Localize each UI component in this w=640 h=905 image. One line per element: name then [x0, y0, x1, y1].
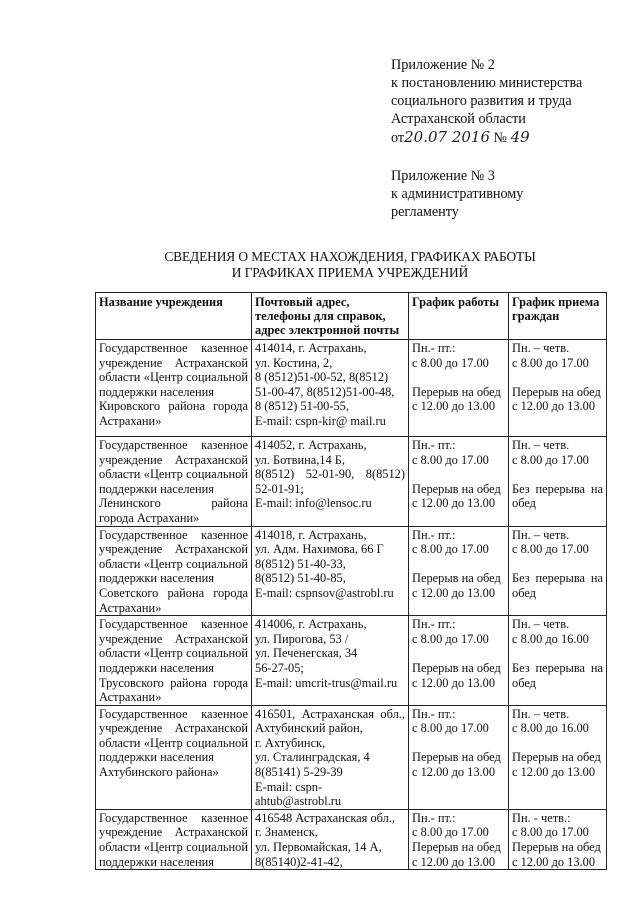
cell-reception-schedule [509, 526, 607, 616]
header-reception-line: График приема [512, 295, 600, 309]
table-header-row [96, 293, 607, 340]
table-row [96, 437, 607, 527]
table-row [96, 526, 607, 616]
cell-reception-schedule-line: Без перерыва на [512, 481, 603, 496]
cell-reception-schedule [509, 705, 607, 809]
heading-line-2: И ГРАФИКАХ ПРИЕМА УЧРЕЖДЕНИЙ [231, 265, 469, 280]
cell-work-schedule [409, 526, 509, 616]
attachment-2-line-3: Астраханской области [391, 111, 526, 127]
cell-institution-name [96, 809, 252, 869]
cell-work-schedule [409, 340, 509, 437]
cell-reception-schedule-line: Пн. – четв. [512, 527, 570, 542]
cell-work-schedule-line: Пн.- пт.: [412, 438, 456, 452]
cell-work-schedule-line: Перерыв на обед [412, 660, 501, 675]
cell-work-schedule-line: с 8.00 до 17.00 [412, 721, 489, 736]
line-spacer [412, 736, 505, 751]
cell-reception-schedule [509, 809, 607, 869]
cell-work-schedule-line: с 8.00 до 17.00 [412, 631, 489, 646]
cell-work-schedule-line: Перерыв на обед [412, 750, 501, 765]
cell-address-line: ул. Печенегская, 34 [255, 646, 358, 661]
cell-address [252, 809, 409, 869]
cell-institution-name-line: Государственное казенное [99, 706, 248, 721]
cell-reception-schedule-line: Без перерыва на [512, 660, 603, 675]
cell-institution-name [96, 616, 252, 706]
cell-address-line: г. Знаменск, [255, 825, 318, 840]
cell-work-schedule-line: с 12.00 до 13.00 [412, 399, 496, 414]
cell-institution-name-line: учреждение Астраханской [99, 721, 248, 736]
attachment-3-line-2: регламенту [391, 204, 459, 220]
cell-institution-name-line: Государственное казенное [99, 438, 248, 452]
cell-institution-name-line: поддержки населения [99, 660, 215, 675]
cell-address-line: ул. Сталинградская, 4 [255, 750, 370, 765]
cell-address-line: ул. Пирогова, 53 / [255, 631, 349, 646]
cell-address-line: E-mail: cspn- [255, 779, 323, 794]
cell-institution-name-line: Государственное казенное [99, 810, 248, 825]
cell-work-schedule [409, 616, 509, 706]
cell-institution-name [96, 705, 252, 809]
heading-line-1: СВЕДЕНИЯ О МЕСТАХ НАХОЖДЕНИЯ, ГРАФИКАХ РАБОТЫ [164, 249, 536, 264]
cell-reception-schedule-line: с 12.00 до 13.00 [512, 854, 596, 869]
cell-address-line: E-mail: cspnsov@astrobl.ru [255, 585, 394, 600]
cell-institution-name-line: Ленинского района [99, 496, 248, 511]
cell-institution-name-line: учреждение Астраханской [99, 452, 248, 467]
header-address [252, 293, 409, 340]
cell-institution-name-line: поддержки населения [99, 571, 215, 586]
cell-address-line: E-mail: umcrit-trus@mail.ru [255, 675, 398, 690]
header-work-schedule: График работы [409, 293, 509, 340]
line-spacer [412, 370, 505, 385]
cell-work-schedule [409, 437, 509, 527]
header-address-line: Почтовый адрес, [255, 295, 350, 309]
cell-reception-schedule-line: с 12.00 до 13.00 [512, 399, 596, 414]
cell-institution-name [96, 340, 252, 437]
cell-work-schedule-line: Перерыв на обед [412, 571, 501, 586]
cell-work-schedule-line: Пн.- пт.: [412, 617, 456, 632]
table-row [96, 705, 607, 809]
cell-address-line: ул. Костина, 2, [255, 355, 333, 370]
cell-work-schedule-line: с 8.00 до 17.00 [412, 542, 489, 557]
cell-institution-name-line: области «Центр социальной [99, 467, 248, 482]
cell-address-line: 8(8512) 51-40-33, [255, 556, 346, 571]
cell-institution-name-line: учреждение Астраханской [99, 631, 248, 646]
cell-reception-schedule-line: Пн. – четв. [512, 438, 570, 452]
cell-address-line: 414052, г. Астрахань, [255, 438, 367, 452]
cell-address-line: ул. Первомайская, 14 А, [255, 840, 382, 855]
table-row [96, 616, 607, 706]
cell-reception-schedule-line: Пн. – четв. [512, 341, 570, 355]
cell-institution-name-line: области «Центр социальной [99, 556, 248, 571]
line-spacer [412, 467, 505, 482]
header-name: Название учреждения [96, 293, 252, 340]
cell-institution-name-line: учреждение Астраханской [99, 355, 248, 370]
cell-address-line: 416548 Астраханская обл., [255, 810, 396, 825]
cell-address-line: ул. Ботвина,14 Б, [255, 452, 346, 467]
cell-address [252, 437, 409, 527]
cell-institution-name-line: Трусовского района города [99, 675, 248, 690]
cell-reception-schedule-line: с 8.00 до 16.00 [512, 631, 589, 646]
cell-reception-schedule-line: Перерыв на обед [512, 840, 601, 855]
cell-institution-name-line: Кировского района города [99, 399, 248, 414]
cell-reception-schedule-line: с 8.00 до 17.00 [512, 452, 589, 467]
cell-reception-schedule-line: с 8.00 до 16.00 [512, 721, 589, 736]
cell-reception-schedule-line: Пн. – четв. [512, 617, 570, 632]
cell-reception-schedule-line: с 8.00 до 17.00 [512, 825, 589, 840]
cell-work-schedule-line: Пн.- пт.: [412, 810, 456, 825]
cell-work-schedule-line: Перерыв на обед [412, 384, 501, 399]
institutions-table [95, 292, 607, 870]
cell-institution-name-line: города Астрахани» [99, 510, 200, 525]
cell-institution-name-line: Государственное казенное [99, 341, 248, 355]
cell-address-line: 56-27-05; [255, 660, 304, 675]
cell-institution-name-line: поддержки населения [99, 854, 215, 869]
cell-reception-schedule-line: с 12.00 до 13.00 [512, 765, 596, 780]
cell-institution-name-line: Ахтубинского района» [99, 765, 219, 780]
cell-institution-name-line: Астрахани» [99, 413, 162, 428]
cell-institution-name-line: поддержки населения [99, 384, 215, 399]
attachment-3-line-1: к административному [391, 186, 524, 202]
header-address-line: адрес электронной почты [255, 323, 400, 337]
cell-address [252, 705, 409, 809]
cell-address [252, 616, 409, 706]
cell-institution-name-line: области «Центр социальной [99, 646, 248, 661]
cell-work-schedule-line: Пн.- пт.: [412, 706, 456, 721]
number-prefix: № [493, 130, 508, 146]
cell-work-schedule-line: с 12.00 до 13.00 [412, 854, 496, 869]
attachment-block [391, 56, 631, 221]
cell-reception-schedule [509, 616, 607, 706]
attachment-2-date-line [391, 128, 631, 147]
line-spacer [512, 467, 603, 482]
cell-work-schedule-line: с 8.00 до 17.00 [412, 355, 489, 370]
cell-address-line: 8 (8512)51-00-52, 8(8512) [255, 370, 389, 385]
cell-work-schedule-line: Пн.- пт.: [412, 527, 456, 542]
cell-institution-name-line: Государственное казенное [99, 617, 248, 632]
header-reception-schedule [509, 293, 607, 340]
line-spacer [512, 557, 603, 572]
cell-address-line: Ахтубинский район, [255, 721, 363, 736]
header-reception-line: граждан [512, 309, 560, 323]
cell-work-schedule [409, 705, 509, 809]
cell-address-line: ул. Адм. Нахимова, 66 Г [255, 542, 384, 557]
cell-address [252, 526, 409, 616]
cell-reception-schedule-line: обед [512, 585, 536, 600]
document-heading [100, 249, 600, 281]
line-spacer [512, 736, 603, 751]
handwritten-date: 20.07 2016 [404, 128, 490, 146]
cell-work-schedule-line: Перерыв на обед [412, 481, 501, 496]
cell-address-line: 52-01-91; [255, 481, 304, 496]
cell-institution-name-line: учреждение Астраханской [99, 542, 248, 557]
cell-institution-name-line: учреждение Астраханской [99, 825, 248, 840]
attachment-2-line-2: социального развития и труда [391, 93, 572, 109]
cell-address-line: 8 (8512) 51-00-55, [255, 399, 349, 414]
cell-reception-schedule [509, 437, 607, 527]
cell-address-line: 8(8512) 52-01-90, 8(8512) [255, 467, 405, 482]
date-prefix: от [391, 130, 405, 146]
cell-institution-name-line: Государственное казенное [99, 527, 248, 542]
cell-address-line: 8(85140)2-41-42, [255, 854, 343, 869]
cell-reception-schedule-line: Перерыв на обед [512, 750, 601, 765]
cell-work-schedule-line: с 8.00 до 17.00 [412, 825, 489, 840]
cell-reception-schedule-line: Пн. - четв.: [512, 810, 571, 825]
cell-address-line: E-mail: info@lensoc.ru [255, 496, 372, 511]
cell-institution-name [96, 437, 252, 527]
cell-reception-schedule-line: Пн. – четв. [512, 706, 570, 721]
cell-address-line: ahtub@astrobl.ru [255, 794, 342, 809]
cell-work-schedule-line: с 12.00 до 13.00 [412, 496, 496, 511]
handwritten-number: 49 [510, 128, 530, 146]
cell-address-line: 414006, г. Астрахань, [255, 617, 367, 632]
cell-reception-schedule-line: обед [512, 496, 536, 511]
cell-reception-schedule-line: обед [512, 675, 536, 690]
cell-work-schedule-line: Пн.- пт.: [412, 341, 456, 355]
cell-institution-name-line: поддержки населения [99, 481, 215, 496]
cell-institution-name-line: Астрахани» [99, 600, 162, 615]
cell-address-line: 414014, г. Астрахань, [255, 341, 367, 355]
cell-address-line: 8(8512) 51-40-85, [255, 571, 346, 586]
line-spacer [412, 646, 505, 661]
cell-work-schedule-line: с 12.00 до 13.00 [412, 585, 496, 600]
cell-institution-name [96, 526, 252, 616]
cell-reception-schedule-line: с 8.00 до 17.00 [512, 542, 589, 557]
attachment-3-title: Приложение № 3 [391, 168, 495, 184]
cell-reception-schedule [509, 340, 607, 437]
cell-address-line: 414018, г. Астрахань, [255, 527, 367, 542]
cell-work-schedule-line: с 12.00 до 13.00 [412, 765, 496, 780]
table-row [96, 340, 607, 437]
cell-institution-name-line: Астрахани» [99, 690, 162, 705]
cell-reception-schedule-line: Без перерыва на [512, 571, 603, 586]
header-address-line: телефоны для справок, [255, 309, 386, 323]
cell-institution-name-line: поддержки населения [99, 750, 215, 765]
cell-reception-schedule-line: Перерыв на обед [512, 384, 601, 399]
cell-institution-name-line: области «Центр социальной [99, 840, 248, 855]
attachment-2-title: Приложение № 2 [391, 57, 495, 73]
line-spacer [512, 370, 603, 385]
cell-work-schedule-line: с 12.00 до 13.00 [412, 675, 496, 690]
cell-address-line: 416501, Астраханская обл., [255, 706, 405, 721]
cell-address-line: E-mail: cspn-kir@ mail.ru [255, 413, 386, 428]
cell-address-line: г. Ахтубинск, [255, 735, 326, 750]
cell-institution-name-line: области «Центр социальной [99, 370, 248, 385]
attachment-2-line-1: к постановлению министерства [391, 75, 583, 91]
line-spacer [412, 557, 505, 572]
cell-work-schedule-line: с 8.00 до 17.00 [412, 452, 489, 467]
table-row [96, 809, 607, 869]
cell-institution-name-line: Советского района города [99, 585, 248, 600]
cell-address-line: 51-00-47, 8(8512)51-00-48, [255, 384, 395, 399]
cell-work-schedule-line: Перерыв на обед [412, 840, 501, 855]
line-spacer [512, 646, 603, 661]
cell-address [252, 340, 409, 437]
cell-reception-schedule-line: с 8.00 до 17.00 [512, 355, 589, 370]
cell-institution-name-line: области «Центр социальной [99, 735, 248, 750]
cell-work-schedule [409, 809, 509, 869]
cell-address-line: 8(85141) 5-29-39 [255, 765, 343, 780]
